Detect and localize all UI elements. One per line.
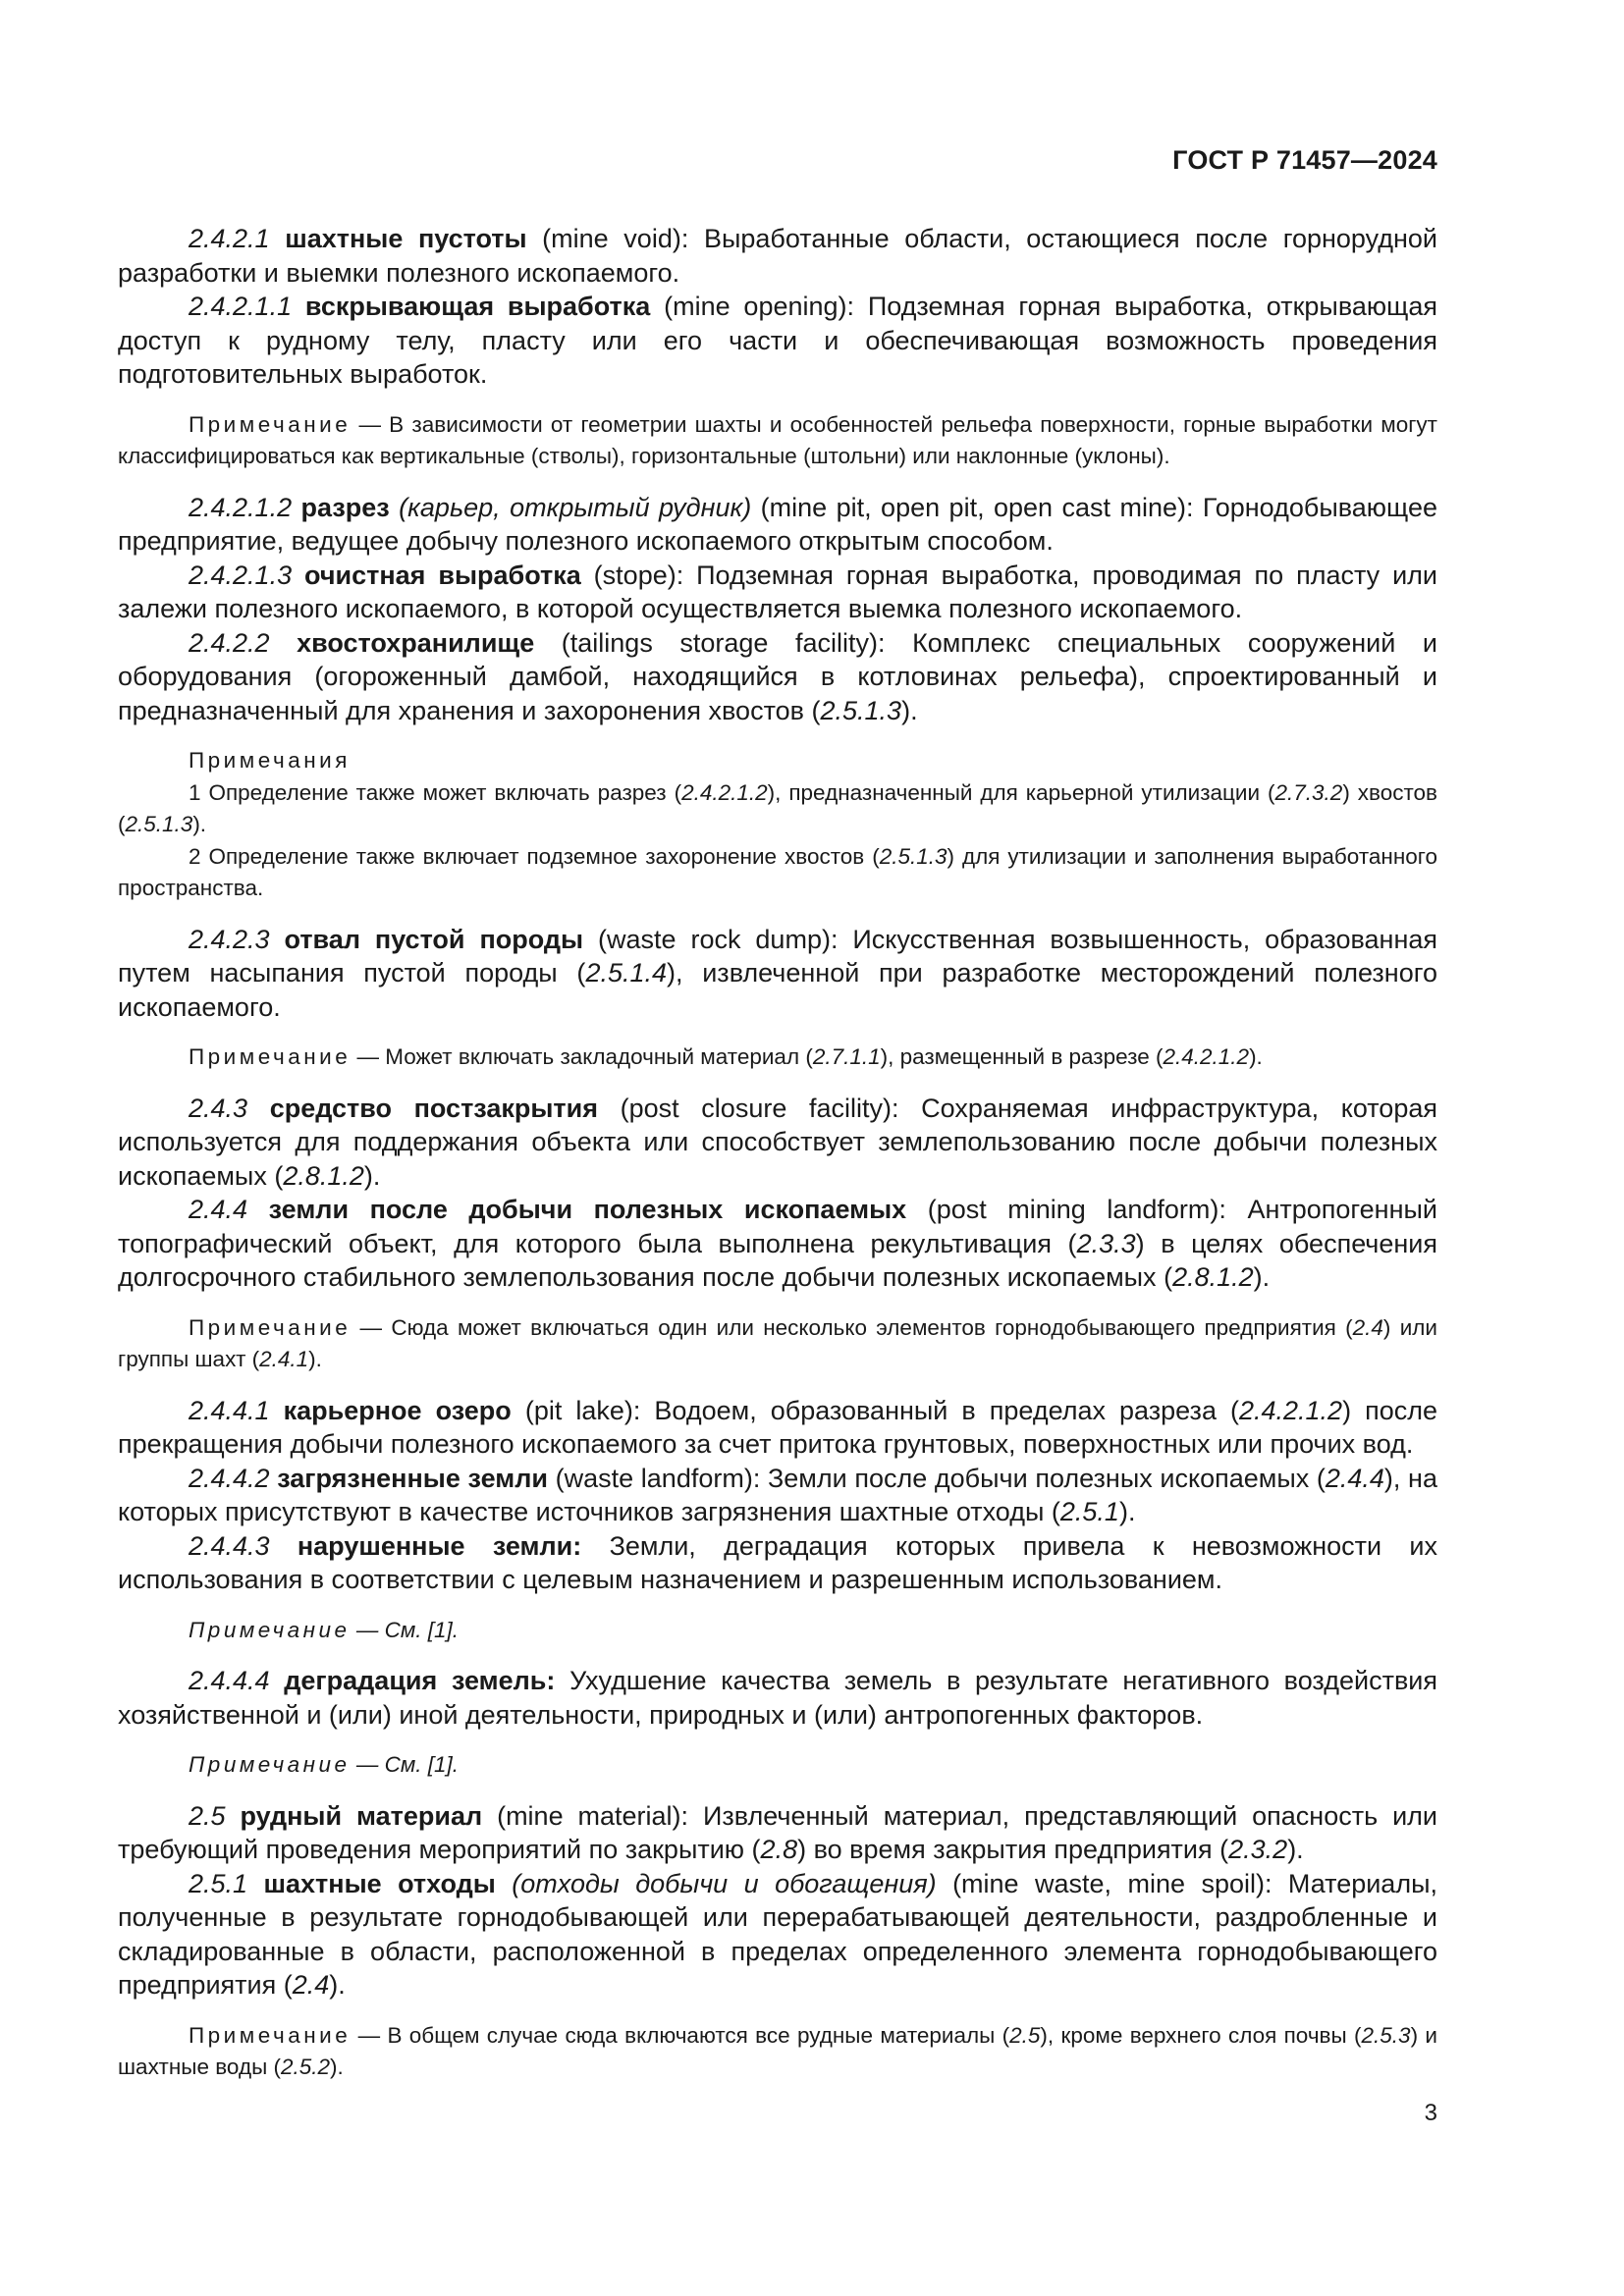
text-run: ) в целях обеспечения долгосрочного стабильного землепользования после добычи полезных ископаемых ( (118, 1228, 1438, 1292)
text-run: ) для утилизации и заполнения выработанного пространства. (118, 843, 1437, 900)
definition-paragraph (118, 1193, 1437, 1295)
text-run: (mine void): Выработанные области, остающиеся после горнорудной разработки и выемки полезного ископаемого. (118, 224, 1438, 288)
cross-reference: 2.5.1.4 (585, 958, 668, 988)
term: шахтные пустоты (285, 224, 527, 253)
text-run: ), предназначенный для карьерной утилизации ( (767, 779, 1275, 805)
term: вскрывающая выработка (304, 292, 651, 321)
definition-paragraph (118, 1462, 1437, 1529)
text-run: (waste rock dump): Искусственная возвышенность, образованная путем насыпания пустой породы ( (118, 924, 1437, 988)
cross-reference: 2.5.1.3 (820, 695, 902, 725)
term: земли после добычи полезных ископаемых (268, 1195, 907, 1224)
cross-reference: 2.3.3 (1076, 1228, 1136, 1258)
text-run: ), извлеченной при разработке месторождений полезного ископаемого. (118, 958, 1437, 1022)
text-run: (tailings storage facility): Комплекс специальных сооружений и оборудования (огороженный дамбой, находящийся в котловинах рельефа), спроектированный и предназначенный для хранения и захоронения хвостов ( (118, 627, 1437, 725)
text-run: ). (1253, 1262, 1271, 1292)
cross-reference: 2.4.2.1.2 (681, 779, 768, 805)
cross-reference: 2.4.2.1.2 (1238, 1395, 1343, 1425)
cross-reference: 2.8 (760, 1835, 798, 1864)
note-label: Примечание (189, 1314, 352, 1340)
cross-reference: 2.4.2.1.2 (1163, 1044, 1250, 1069)
clause-number: 2.4.4.2 (189, 1463, 278, 1493)
note-paragraph (118, 409, 1437, 473)
standard-code-header: ГОСТ Р 71457—2024 (1172, 145, 1437, 175)
text-run: ), на которых присутствуют в качестве источников загрязнения шахтные отходы ( (118, 1463, 1437, 1526)
cross-reference: 2.7.3.2 (1274, 779, 1343, 805)
term: карьерное озеро (283, 1395, 512, 1425)
definition-paragraph (118, 491, 1437, 559)
definition-paragraph (118, 1394, 1437, 1462)
definition-paragraph (118, 1799, 1437, 1867)
text-run: ), размещенный в разрезе ( (880, 1044, 1164, 1069)
cross-reference: — См. [1]. (350, 1617, 460, 1642)
definition-paragraph (118, 923, 1437, 1025)
term: загрязненные земли (277, 1463, 548, 1493)
synonym: (карьер, открытый рудник) (399, 492, 752, 522)
clause-number: 2.5.1 (189, 1868, 264, 1898)
definition-paragraph (118, 559, 1437, 626)
cross-reference: — См. [1]. (350, 1752, 460, 1777)
note-paragraph (118, 1749, 1437, 1782)
term: хвостохранилище (297, 627, 535, 658)
text-run: ) хвостов ( (118, 779, 1438, 836)
clause-number: 2.4.4.3 (189, 1530, 298, 1561)
text-run: ). (901, 695, 918, 725)
term: очистная выработка (304, 560, 581, 590)
text-run: (waste landform): Земли после добычи полезных ископаемых ( (547, 1463, 1326, 1493)
text-run: (mine pit, open pit, open cast mine): Горнодобывающее предприятие, ведущее добычу полезного ископаемого открытым способом. (118, 492, 1437, 556)
text-run: ). (1249, 1044, 1263, 1069)
note-label: Примечание (189, 2022, 352, 2048)
clause-number: 2.4.2.1 (189, 224, 286, 253)
text-run: ). (329, 1970, 346, 2000)
note-label: Примечание (189, 1617, 351, 1642)
text-run: (mine material): Извлеченный материал, представляющий опасность или требующий проведения мероприятий по закрытию ( (118, 1800, 1437, 1864)
text-run: 1 Определение также может включать разрез ( (189, 779, 682, 805)
clause-number: 2.4.2.1.1 (189, 292, 305, 321)
clause-number: 2.4.2.1.2 (189, 492, 301, 522)
text-run: Ухудшение качества земель в результате негативного воздействия хозяйственной и (или) иной деятельности, природных и (или) антропогенных факторов. (118, 1666, 1437, 1730)
cross-reference: 2.5.1.3 (879, 843, 947, 869)
text-run: — Может включать закладочный материал ( (351, 1044, 813, 1069)
text-run: ) во время закрытия предприятия ( (797, 1835, 1229, 1864)
cross-reference: 2.5 (1009, 2022, 1041, 2048)
text-run: ). (308, 1347, 322, 1371)
text-run: ). (1118, 1497, 1136, 1526)
text-run: ) или группы шахт ( (118, 1314, 1437, 1371)
term: рудный материал (240, 1800, 483, 1831)
cross-reference: 2.8.1.2 (283, 1160, 364, 1191)
text-run: Земли, деградация которых привела к невозможности их использования в соответствии с целевым назначением и разрешенным использованием. (118, 1530, 1437, 1594)
note-label: Примечание (189, 1752, 351, 1777)
clause-number: 2.4.4 (189, 1195, 269, 1224)
cross-reference: 2.5.1 (1059, 1497, 1119, 1526)
cross-reference: 2.7.1.1 (812, 1044, 881, 1069)
clause-number: 2.4.4.4 (189, 1666, 285, 1695)
text-run (390, 493, 399, 522)
term: отвал пустой породы (284, 924, 584, 954)
cross-reference: 2.5.2 (281, 2055, 331, 2079)
note-paragraph (118, 777, 1437, 841)
page-number: 3 (1424, 2100, 1437, 2126)
cross-reference: 2.5.3 (1361, 2022, 1411, 2048)
text-run: ). (363, 1160, 381, 1191)
text-run: (stope): Подземная горная выработка, проводимая по пласту или залежи полезного ископаемого, в которой осуществляется выемка полезного ископаемого. (118, 560, 1437, 623)
cross-reference: 2.8.1.2 (1172, 1262, 1254, 1292)
text-run: — В общем случае сюда включаются все рудные материалы ( (351, 2022, 1010, 2048)
term: шахтные отходы (263, 1868, 496, 1898)
note-paragraph (118, 1041, 1437, 1074)
text-run: — Сюда может включаться один или несколько элементов горнодобывающего предприятия ( (351, 1314, 1353, 1340)
text-run: 2 Определение также включает подземное захоронение хвостов ( (189, 843, 880, 869)
text-run: ). (192, 812, 207, 836)
text-run (496, 1869, 512, 1898)
note-label: Примечания (189, 748, 351, 773)
note-label: Примечание (189, 411, 352, 437)
text-run: (post mining landform): Антропогенный топографический объект, для которого была выполнена рекультивация ( (118, 1195, 1437, 1258)
definition-paragraph (118, 1092, 1437, 1194)
cross-reference: 2.4 (292, 1970, 330, 2000)
term: нарушенные земли: (297, 1530, 582, 1561)
cross-reference: 2.4.1 (259, 1347, 309, 1371)
text-run: (mine opening): Подземная горная выработка, открывающая доступ к рудному телу, пласту или его части и обеспечивающая возможность проведения подготовительных выработок. (118, 292, 1437, 389)
cross-reference: 2.5.1.3 (125, 812, 193, 836)
synonym: (отходы добычи и обогащения) (512, 1868, 937, 1898)
note-label: Примечание (189, 1044, 352, 1069)
definition-paragraph (118, 1664, 1437, 1732)
term: разрез (300, 492, 390, 522)
clause-number: 2.4.2.3 (189, 924, 285, 954)
cross-reference: 2.4 (1352, 1314, 1383, 1340)
note-paragraph (118, 1312, 1437, 1376)
cross-reference: 2.4.4 (1325, 1463, 1384, 1493)
text-run: ) после прекращения добычи полезного ископаемого за счет притока грунтовых, поверхностных или прочих вод. (118, 1395, 1438, 1459)
text-run: (pit lake): Водоем, образованный в пределах разреза ( (511, 1395, 1239, 1425)
term: деградация земель: (284, 1666, 556, 1695)
text-run: ), кроме верхнего слоя почвы ( (1040, 2022, 1362, 2048)
definition-paragraph (118, 290, 1437, 392)
note-paragraph (118, 841, 1437, 905)
cross-reference: 2.3.2 (1228, 1835, 1288, 1864)
text-run: — В зависимости от геометрии шахты и особенностей рельефа поверхности, горные выработки могут классифицироваться как вертикальные (стволы), горизонтальные (штольни) или наклонные (уклоны). (118, 411, 1437, 468)
definition-paragraph (118, 222, 1437, 290)
text-run: ). (330, 2055, 344, 2079)
note-paragraph (118, 2020, 1437, 2084)
text-run: ) и шахтные воды ( (118, 2022, 1437, 2079)
clause-number: 2.4.4.1 (189, 1395, 284, 1425)
text-run: (post closure facility): Сохраняемая инфраструктура, которая используется для поддержания объекта или способствует землепользованию после добычи полезных ископаемых ( (118, 1093, 1437, 1191)
definition-paragraph (118, 1867, 1437, 2002)
definition-paragraph (118, 626, 1437, 728)
term: средство постзакрытия (269, 1093, 599, 1123)
note-paragraph (118, 745, 1437, 777)
clause-number: 2.4.2.2 (189, 627, 298, 658)
text-run: (mine waste, mine spoil): Материалы, полученные в результате горнодобывающей или перерабатывающей деятельности, раздробленные и складированные в области, расположенной в пределах определенного элемента горнодобывающего предприятия ( (118, 1868, 1437, 2000)
clause-number: 2.4.3 (189, 1093, 270, 1123)
definition-paragraph (118, 1529, 1437, 1597)
clause-number: 2.4.2.1.3 (189, 560, 305, 590)
text-run: ). (1287, 1835, 1304, 1864)
note-paragraph (118, 1615, 1437, 1647)
clause-number: 2.5 (189, 1800, 241, 1831)
document-body (118, 222, 1437, 2084)
